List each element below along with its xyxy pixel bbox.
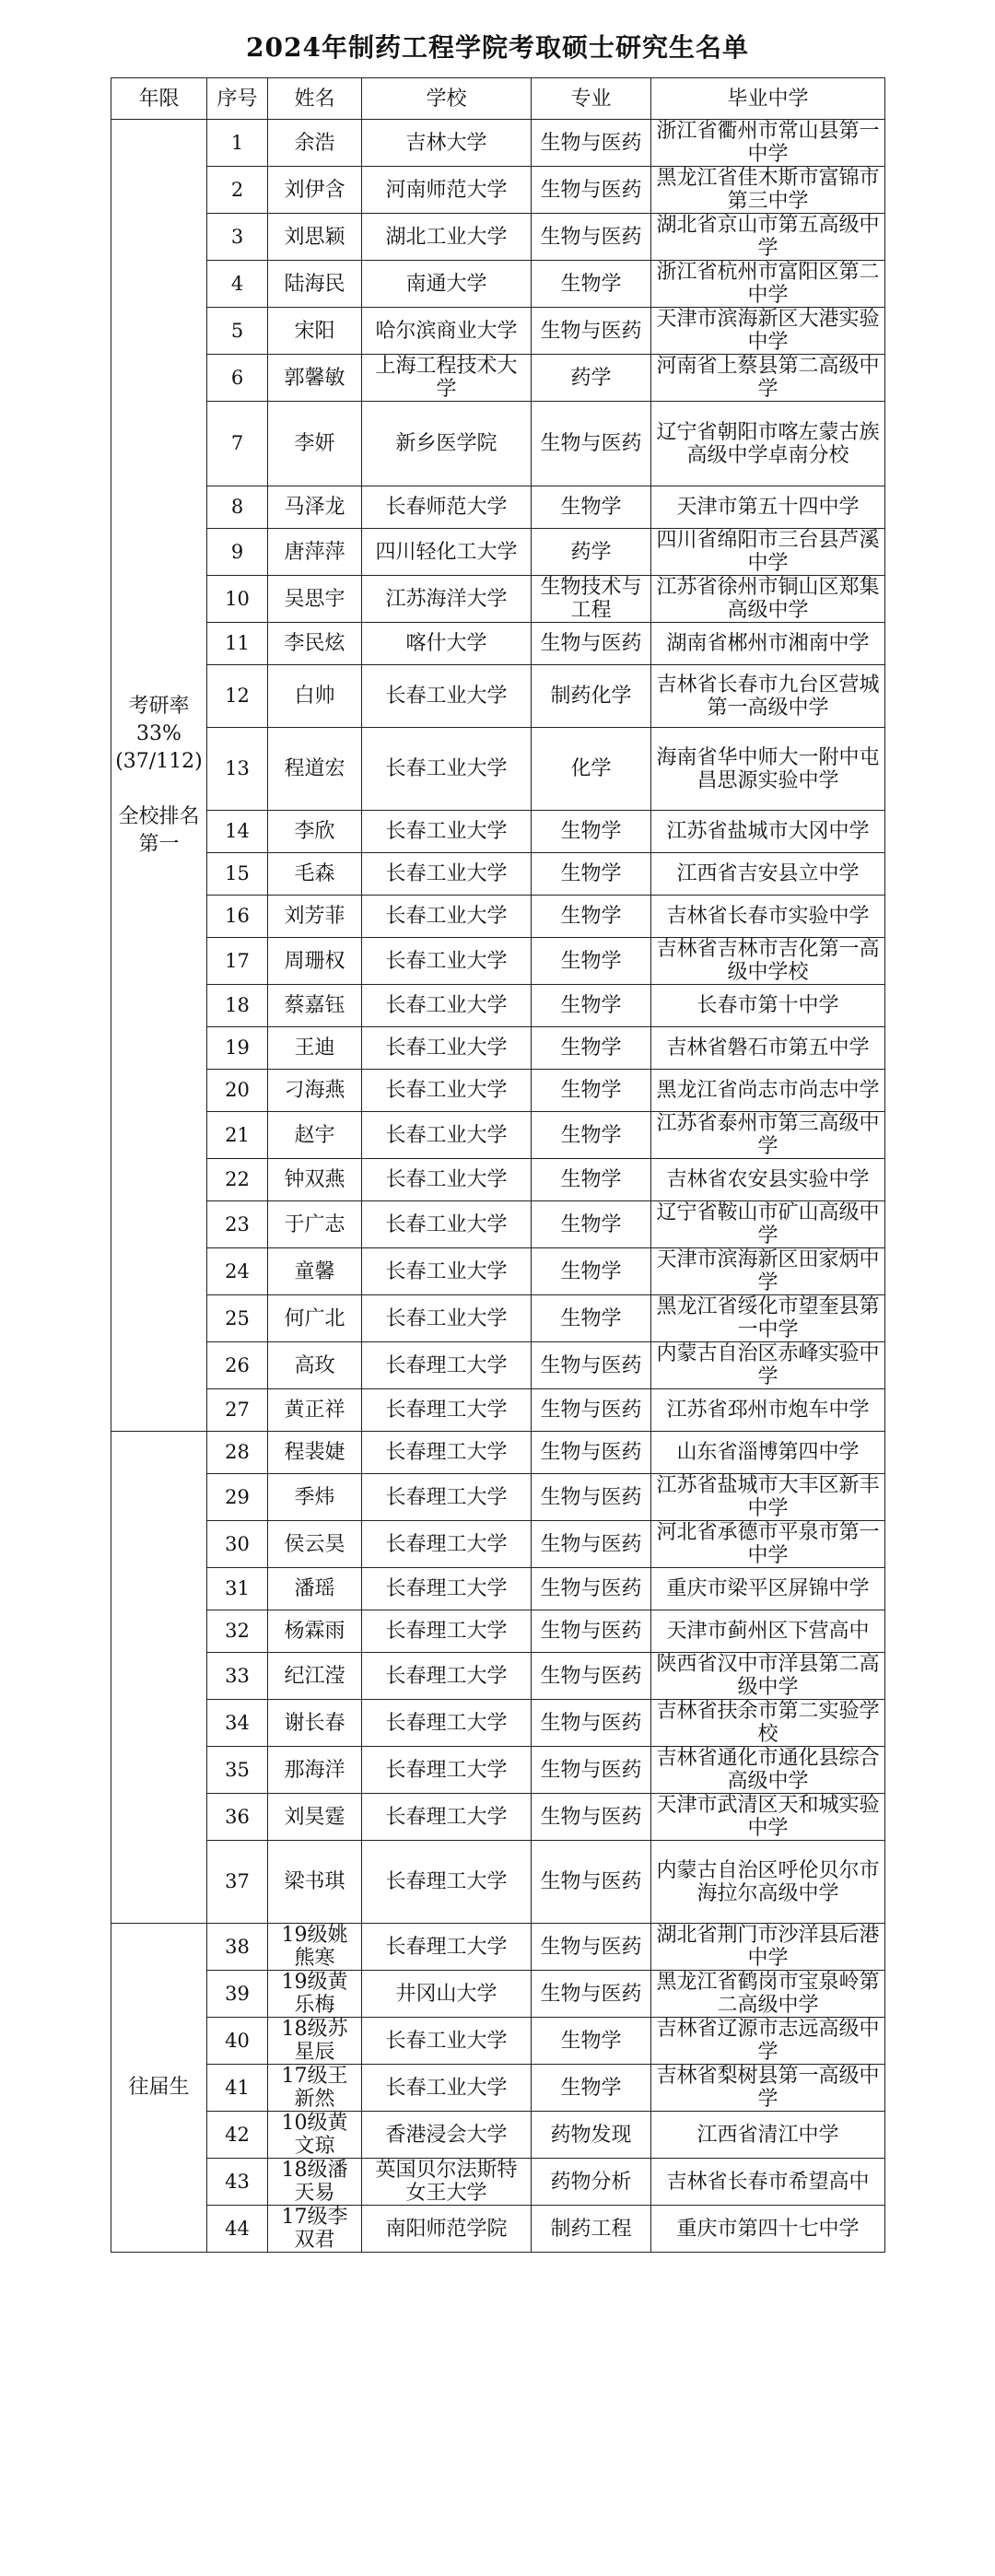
year-group-cell: 考研率33%(37/112) 全校排名第一 [111, 120, 207, 1432]
student-name: 王迪 [268, 1027, 362, 1070]
major-name: 生物学 [532, 811, 651, 853]
table-row [111, 214, 885, 261]
table-row [111, 1794, 885, 1841]
major-name: 生物与医药 [532, 1474, 651, 1521]
student-name: 毛森 [268, 853, 362, 896]
school-name: 四川轻化工大学 [362, 529, 532, 576]
school-name: 长春工业大学 [362, 1295, 532, 1342]
student-name: 李欣 [268, 811, 362, 853]
major-name: 生物与医药 [532, 1747, 651, 1794]
table-row [111, 1342, 885, 1389]
high-school-name: 江西省清江中学 [651, 2112, 885, 2159]
row-index: 13 [207, 728, 268, 811]
school-name: 长春工业大学 [362, 811, 532, 853]
row-index: 4 [207, 261, 268, 308]
high-school-name: 吉林省吉林市吉化第一高级中学校 [651, 938, 885, 985]
student-name: 蔡嘉钰 [268, 985, 362, 1027]
row-index: 29 [207, 1474, 268, 1521]
student-name: 18级苏星辰 [268, 2018, 362, 2065]
student-name: 程裴婕 [268, 1432, 362, 1474]
student-name: 于广志 [268, 1201, 362, 1248]
school-name: 南通大学 [362, 261, 532, 308]
table-row [111, 811, 885, 853]
student-name: 程道宏 [268, 728, 362, 811]
row-index: 37 [207, 1841, 268, 1924]
student-name: 17级李双君 [268, 2206, 362, 2253]
student-name: 白帅 [268, 665, 362, 728]
high-school-name: 吉林省农安县实验中学 [651, 1159, 885, 1201]
major-name: 生物与医药 [532, 1432, 651, 1474]
row-index: 33 [207, 1653, 268, 1700]
row-index: 36 [207, 1794, 268, 1841]
major-name: 生物与医药 [532, 214, 651, 261]
high-school-name: 海南省华中师大一附中屯昌思源实验中学 [651, 728, 885, 811]
school-name: 井冈山大学 [362, 1971, 532, 2018]
major-name: 生物与医药 [532, 120, 651, 167]
major-name: 生物与医药 [532, 167, 651, 214]
student-name: 高玫 [268, 1342, 362, 1389]
student-name: 杨霖雨 [268, 1610, 362, 1653]
table-row [111, 1971, 885, 2018]
school-name: 长春理工大学 [362, 1432, 532, 1474]
high-school-name: 辽宁省朝阳市喀左蒙古族高级中学卓南分校 [651, 402, 885, 486]
table-row [111, 1924, 885, 1971]
table-row [111, 985, 885, 1027]
table-row [111, 665, 885, 728]
row-index: 14 [207, 811, 268, 853]
high-school-name: 辽宁省鞍山市矿山高级中学 [651, 1201, 885, 1248]
row-index: 21 [207, 1112, 268, 1159]
school-name: 长春理工大学 [362, 1342, 532, 1389]
student-name: 马泽龙 [268, 486, 362, 529]
row-index: 17 [207, 938, 268, 985]
row-index: 31 [207, 1568, 268, 1610]
school-name: 河南师范大学 [362, 167, 532, 214]
major-name: 生物学 [532, 1112, 651, 1159]
table-row [111, 1841, 885, 1924]
table-body [111, 120, 885, 2253]
school-name: 南阳师范学院 [362, 2206, 532, 2253]
school-name: 哈尔滨商业大学 [362, 308, 532, 355]
page-title: 2024年制药工程学院考取硕士研究生名单 [246, 32, 749, 63]
row-index: 15 [207, 853, 268, 896]
student-name: 刘昊霆 [268, 1794, 362, 1841]
high-school-name: 吉林省梨树县第一高级中学 [651, 2065, 885, 2112]
high-school-name: 河南省上蔡县第二高级中学 [651, 355, 885, 402]
table-row [111, 1389, 885, 1432]
major-name: 生物与医药 [532, 1700, 651, 1747]
high-school-name: 黑龙江省尚志市尚志中学 [651, 1070, 885, 1112]
school-name: 长春工业大学 [362, 853, 532, 896]
table-row [111, 576, 885, 623]
school-name: 长春工业大学 [362, 1027, 532, 1070]
major-name: 制药工程 [532, 2206, 651, 2253]
table-row [111, 120, 885, 167]
row-index: 30 [207, 1521, 268, 1568]
student-name: 季炜 [268, 1474, 362, 1521]
school-name: 长春工业大学 [362, 728, 532, 811]
school-name: 吉林大学 [362, 120, 532, 167]
major-name: 生物学 [532, 1070, 651, 1112]
high-school-name: 江苏省徐州市铜山区郑集高级中学 [651, 576, 885, 623]
high-school-name: 重庆市第四十七中学 [651, 2206, 885, 2253]
major-name: 生物与医药 [532, 1653, 651, 1700]
student-name: 谢长春 [268, 1700, 362, 1747]
header-school: 学校 [362, 78, 532, 120]
admission-table [111, 77, 885, 2253]
major-name: 生物学 [532, 2065, 651, 2112]
student-name: 宋阳 [268, 308, 362, 355]
school-name: 长春工业大学 [362, 896, 532, 938]
student-name: 赵宇 [268, 1112, 362, 1159]
school-name: 长春理工大学 [362, 1794, 532, 1841]
row-index: 27 [207, 1389, 268, 1432]
row-index: 25 [207, 1295, 268, 1342]
major-name: 生物学 [532, 938, 651, 985]
table-row [111, 167, 885, 214]
row-index: 22 [207, 1159, 268, 1201]
student-name: 周珊权 [268, 938, 362, 985]
school-name: 湖北工业大学 [362, 214, 532, 261]
major-name: 生物学 [532, 1159, 651, 1201]
row-index: 8 [207, 486, 268, 529]
table-row [111, 529, 885, 576]
high-school-name: 天津市蓟州区下营高中 [651, 1610, 885, 1653]
student-name: 那海洋 [268, 1747, 362, 1794]
row-index: 32 [207, 1610, 268, 1653]
school-name: 长春理工大学 [362, 1747, 532, 1794]
table-row [111, 486, 885, 529]
student-name: 19级姚熊寒 [268, 1924, 362, 1971]
major-name: 生物与医药 [532, 308, 651, 355]
high-school-name: 长春市第十中学 [651, 985, 885, 1027]
table-row [111, 1474, 885, 1521]
high-school-name: 浙江省杭州市富阳区第二中学 [651, 261, 885, 308]
high-school-name: 吉林省长春市九台区营城第一高级中学 [651, 665, 885, 728]
header-major: 专业 [532, 78, 651, 120]
table-header-row [111, 78, 885, 120]
high-school-name: 江苏省盐城市大冈中学 [651, 811, 885, 853]
student-name: 梁书琪 [268, 1841, 362, 1924]
table-row [111, 1432, 885, 1474]
school-name: 长春理工大学 [362, 1568, 532, 1610]
student-name: 唐萍萍 [268, 529, 362, 576]
row-index: 38 [207, 1924, 268, 1971]
school-name: 长春工业大学 [362, 2065, 532, 2112]
school-name: 长春工业大学 [362, 985, 532, 1027]
high-school-name: 黑龙江省绥化市望奎县第一中学 [651, 1295, 885, 1342]
major-name: 生物学 [532, 486, 651, 529]
high-school-name: 江苏省泰州市第三高级中学 [651, 1112, 885, 1159]
row-index: 7 [207, 402, 268, 486]
major-name: 生物与医药 [532, 1794, 651, 1841]
high-school-name: 湖南省郴州市湘南中学 [651, 623, 885, 665]
major-name: 制药化学 [532, 665, 651, 728]
school-name: 长春理工大学 [362, 1521, 532, 1568]
row-index: 20 [207, 1070, 268, 1112]
table-row [111, 1747, 885, 1794]
high-school-name: 湖北省京山市第五高级中学 [651, 214, 885, 261]
high-school-name: 山东省淄博第四中学 [651, 1432, 885, 1474]
year-group-cell [111, 1432, 207, 1924]
major-name: 生物学 [532, 1027, 651, 1070]
school-name: 长春理工大学 [362, 1653, 532, 1700]
major-name: 化学 [532, 728, 651, 811]
header-name: 姓名 [268, 78, 362, 120]
row-index: 10 [207, 576, 268, 623]
major-name: 生物与医药 [532, 1568, 651, 1610]
row-index: 9 [207, 529, 268, 576]
table-row [111, 1610, 885, 1653]
table-row [111, 261, 885, 308]
student-name: 钟双燕 [268, 1159, 362, 1201]
table-row [111, 2112, 885, 2159]
row-index: 39 [207, 1971, 268, 2018]
school-name: 长春工业大学 [362, 1159, 532, 1201]
high-school-name: 吉林省磐石市第五中学 [651, 1027, 885, 1070]
major-name: 生物学 [532, 261, 651, 308]
major-name: 生物与医药 [532, 1971, 651, 2018]
row-index: 12 [207, 665, 268, 728]
table-row [111, 1521, 885, 1568]
high-school-name: 吉林省扶余市第二实验学校 [651, 1700, 885, 1747]
major-name: 生物学 [532, 1248, 651, 1295]
high-school-name: 陕西省汉中市洋县第二高级中学 [651, 1653, 885, 1700]
student-name: 潘瑶 [268, 1568, 362, 1610]
student-name: 19级黄乐梅 [268, 1971, 362, 2018]
table-row [111, 1159, 885, 1201]
row-index: 41 [207, 2065, 268, 2112]
row-index: 5 [207, 308, 268, 355]
high-school-name: 湖北省荆门市沙洋县后港中学 [651, 1924, 885, 1971]
student-name: 陆海民 [268, 261, 362, 308]
student-name: 童馨 [268, 1248, 362, 1295]
student-name: 纪江滢 [268, 1653, 362, 1700]
year-group-cell: 往届生 [111, 1924, 207, 2253]
school-name: 长春师范大学 [362, 486, 532, 529]
table-row [111, 728, 885, 811]
table-row [111, 2206, 885, 2253]
high-school-name: 吉林省辽源市志远高级中学 [651, 2018, 885, 2065]
major-name: 生物学 [532, 853, 651, 896]
row-index: 40 [207, 2018, 268, 2065]
major-name: 生物学 [532, 896, 651, 938]
major-name: 生物学 [532, 1295, 651, 1342]
table-row [111, 853, 885, 896]
header-high-school: 毕业中学 [651, 78, 885, 120]
table-row [111, 355, 885, 402]
row-index: 34 [207, 1700, 268, 1747]
school-name: 长春理工大学 [362, 1700, 532, 1747]
table-row [111, 1295, 885, 1342]
row-index: 1 [207, 120, 268, 167]
row-index: 18 [207, 985, 268, 1027]
table-row [111, 896, 885, 938]
row-index: 23 [207, 1201, 268, 1248]
high-school-name: 天津市滨海新区大港实验中学 [651, 308, 885, 355]
table-row [111, 2065, 885, 2112]
row-index: 3 [207, 214, 268, 261]
major-name: 药学 [532, 529, 651, 576]
school-name: 香港浸会大学 [362, 2112, 532, 2159]
student-name: 李妍 [268, 402, 362, 486]
header-year: 年限 [111, 78, 207, 120]
table-row [111, 308, 885, 355]
table-row [111, 2018, 885, 2065]
major-name: 药物分析 [532, 2159, 651, 2206]
major-name: 药学 [532, 355, 651, 402]
major-name: 生物技术与工程 [532, 576, 651, 623]
table-row [111, 1201, 885, 1248]
school-name: 长春工业大学 [362, 1248, 532, 1295]
student-name: 刘思颖 [268, 214, 362, 261]
major-name: 生物与医药 [532, 623, 651, 665]
high-school-name: 天津市滨海新区田家炳中学 [651, 1248, 885, 1295]
major-name: 生物学 [532, 2018, 651, 2065]
major-name: 生物与医药 [532, 1924, 651, 1971]
row-index: 11 [207, 623, 268, 665]
school-name: 江苏海洋大学 [362, 576, 532, 623]
high-school-name: 内蒙古自治区赤峰实验中学 [651, 1342, 885, 1389]
student-name: 李民炫 [268, 623, 362, 665]
school-name: 新乡医学院 [362, 402, 532, 486]
high-school-name: 浙江省衢州市常山县第一中学 [651, 120, 885, 167]
school-name: 长春工业大学 [362, 938, 532, 985]
school-name: 长春工业大学 [362, 1112, 532, 1159]
student-name: 刁海燕 [268, 1070, 362, 1112]
high-school-name: 河北省承德市平泉市第一中学 [651, 1521, 885, 1568]
major-name: 生物学 [532, 985, 651, 1027]
major-name: 生物与医药 [532, 1389, 651, 1432]
school-name: 长春工业大学 [362, 2018, 532, 2065]
school-name: 长春理工大学 [362, 1841, 532, 1924]
table-row [111, 1653, 885, 1700]
major-name: 生物与医药 [532, 1610, 651, 1653]
table-row [111, 1027, 885, 1070]
table-row [111, 1112, 885, 1159]
student-name: 10级黄文琼 [268, 2112, 362, 2159]
high-school-name: 吉林省长春市实验中学 [651, 896, 885, 938]
table-row [111, 623, 885, 665]
school-name: 长春理工大学 [362, 1474, 532, 1521]
row-index: 24 [207, 1248, 268, 1295]
row-index: 42 [207, 2112, 268, 2159]
row-index: 6 [207, 355, 268, 402]
table-row [111, 1568, 885, 1610]
student-name: 吴思宇 [268, 576, 362, 623]
student-name: 刘伊含 [268, 167, 362, 214]
school-name: 长春工业大学 [362, 1070, 532, 1112]
major-name: 生物与医药 [532, 1521, 651, 1568]
table-row [111, 1700, 885, 1747]
student-name: 黄正祥 [268, 1389, 362, 1432]
table-row [111, 2159, 885, 2206]
student-name: 何广北 [268, 1295, 362, 1342]
high-school-name: 天津市武清区天和城实验中学 [651, 1794, 885, 1841]
school-name: 长春理工大学 [362, 1924, 532, 1971]
high-school-name: 重庆市梁平区屏锦中学 [651, 1568, 885, 1610]
student-name: 刘芳菲 [268, 896, 362, 938]
high-school-name: 内蒙古自治区呼伦贝尔市海拉尔高级中学 [651, 1841, 885, 1924]
school-name: 长春工业大学 [362, 665, 532, 728]
high-school-name: 黑龙江省佳木斯市富锦市第三中学 [651, 167, 885, 214]
school-name: 英国贝尔法斯特女王大学 [362, 2159, 532, 2206]
major-name: 生物与医药 [532, 1342, 651, 1389]
school-name: 长春理工大学 [362, 1389, 532, 1432]
high-school-name: 江西省吉安县立中学 [651, 853, 885, 896]
high-school-name: 天津市第五十四中学 [651, 486, 885, 529]
table-row [111, 1248, 885, 1295]
row-index: 35 [207, 1747, 268, 1794]
row-index: 28 [207, 1432, 268, 1474]
table-row [111, 938, 885, 985]
high-school-name: 江苏省盐城市大丰区新丰中学 [651, 1474, 885, 1521]
row-index: 16 [207, 896, 268, 938]
school-name: 长春工业大学 [362, 1201, 532, 1248]
row-index: 43 [207, 2159, 268, 2206]
row-index: 26 [207, 1342, 268, 1389]
row-index: 2 [207, 167, 268, 214]
high-school-name: 四川省绵阳市三台县芦溪中学 [651, 529, 885, 576]
student-name: 侯云昊 [268, 1521, 362, 1568]
major-name: 生物学 [532, 1201, 651, 1248]
student-name: 余浩 [268, 120, 362, 167]
table-row [111, 1070, 885, 1112]
high-school-name: 江苏省邳州市炮车中学 [651, 1389, 885, 1432]
major-name: 生物与医药 [532, 402, 651, 486]
student-name: 郭馨敏 [268, 355, 362, 402]
row-index: 44 [207, 2206, 268, 2253]
high-school-name: 黑龙江省鹤岗市宝泉岭第二高级中学 [651, 1971, 885, 2018]
school-name: 上海工程技术大学 [362, 355, 532, 402]
major-name: 生物与医药 [532, 1841, 651, 1924]
high-school-name: 吉林省长春市希望高中 [651, 2159, 885, 2206]
table-row [111, 402, 885, 486]
student-name: 17级王新然 [268, 2065, 362, 2112]
school-name: 长春理工大学 [362, 1610, 532, 1653]
school-name: 喀什大学 [362, 623, 532, 665]
student-name: 18级潘天易 [268, 2159, 362, 2206]
high-school-name: 吉林省通化市通化县综合高级中学 [651, 1747, 885, 1794]
row-index: 19 [207, 1027, 268, 1070]
header-index: 序号 [207, 78, 268, 120]
major-name: 药物发现 [532, 2112, 651, 2159]
